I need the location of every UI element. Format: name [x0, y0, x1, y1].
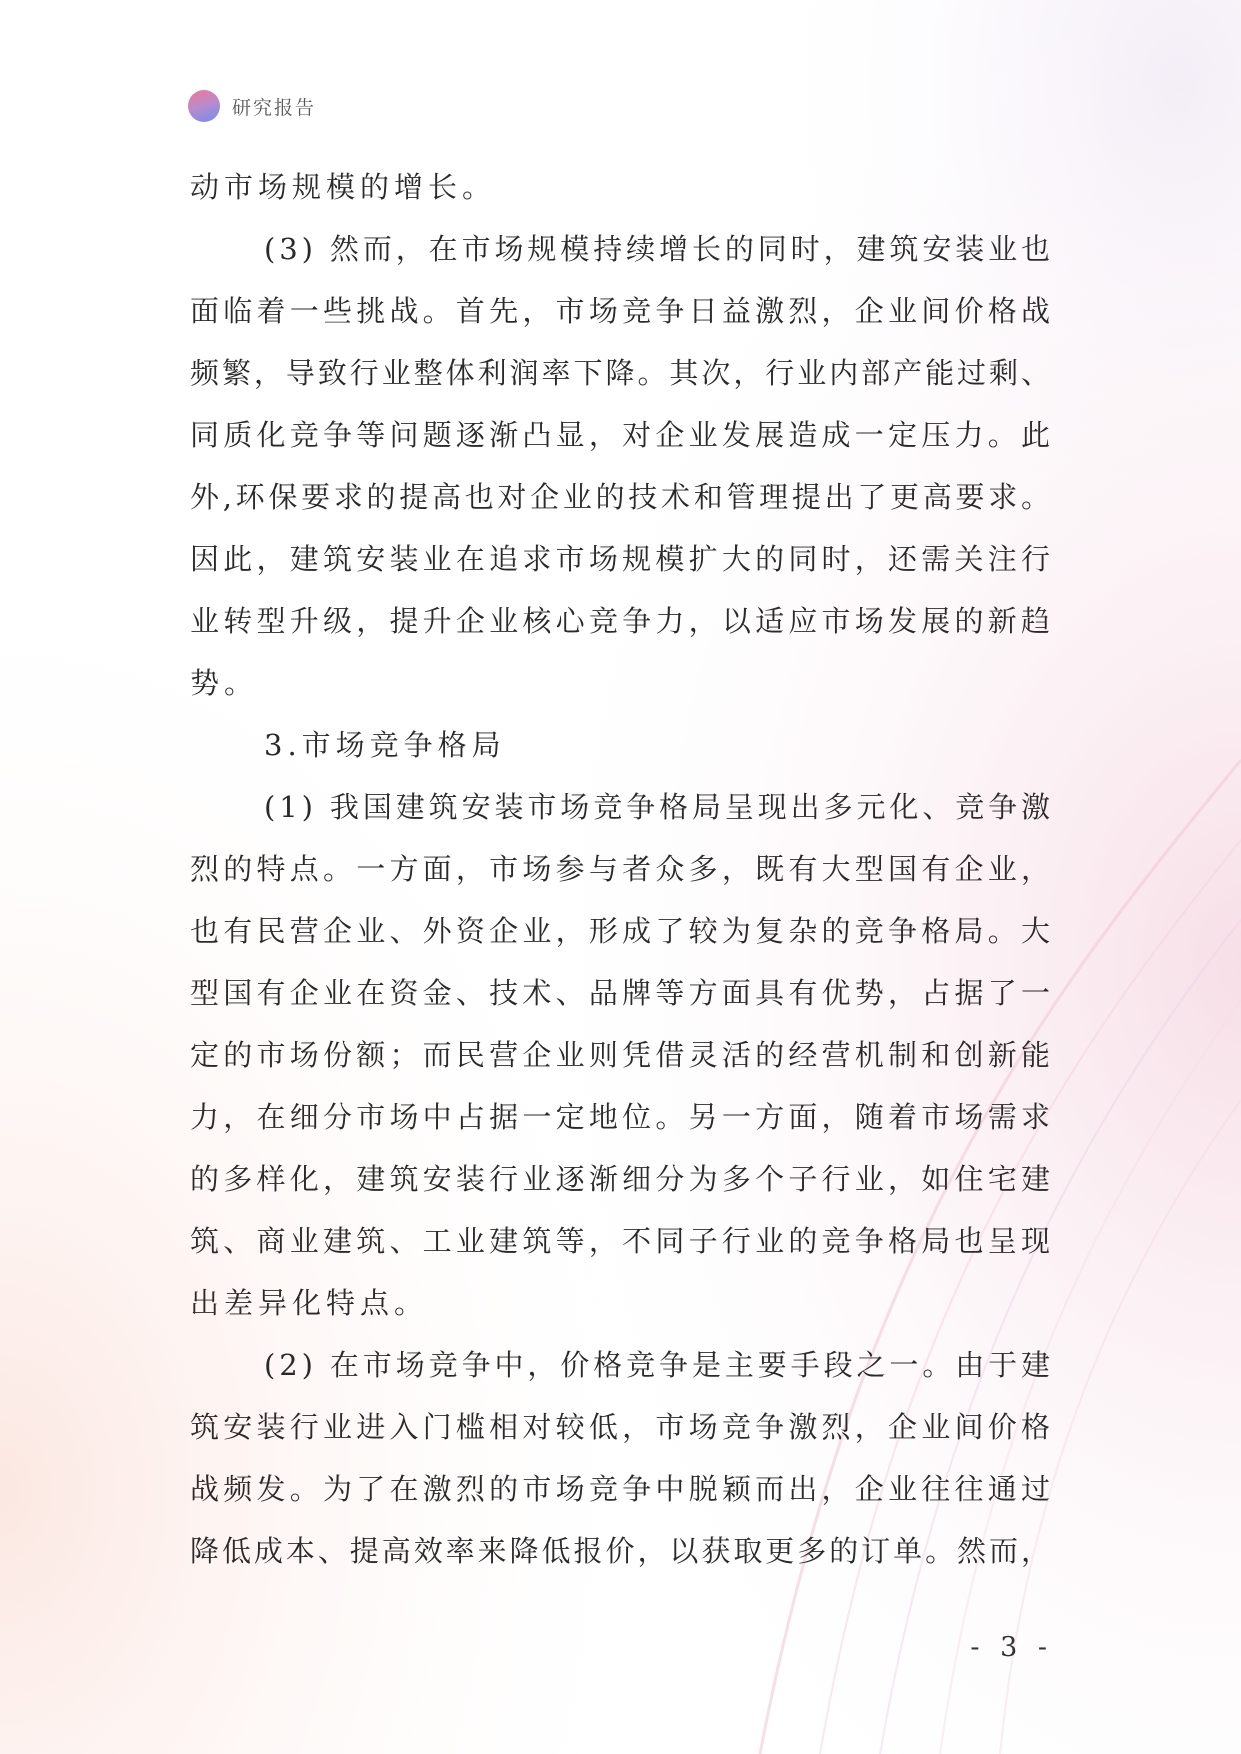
text-line: 业转型升级，提升企业核心竞争力，以适应市场发展的新趋	[190, 604, 1055, 638]
text-line: 动市场规模的增长。	[190, 170, 497, 204]
logo-icon	[188, 90, 220, 122]
text-line: 也有民营企业、外资企业，形成了较为复杂的竞争格局。大	[190, 914, 1055, 948]
text-line: 力，在细分市场中占据一定地位。另一方面，随着市场需求	[190, 1100, 1055, 1134]
section-heading: 3.市场竞争格局	[264, 728, 506, 762]
text-line: 面临着一些挑战。首先，市场竞争日益激烈，企业间价格战	[190, 294, 1055, 328]
text-line: 频繁，导致行业整体利润率下降。其次，行业内部产能过剩、	[190, 356, 1053, 390]
text-line: (3) 然而，在市场规模持续增长的同时，建筑安装业也	[264, 232, 1054, 266]
text-line: 筑、商业建筑、工业建筑等，不同子行业的竞争格局也呈现	[190, 1224, 1055, 1258]
header-title: 研究报告	[232, 96, 317, 119]
text-line: 型国有企业在资金、技术、品牌等方面具有优势，占据了一	[190, 976, 1055, 1010]
text-line: 外,环保要求的提高也对企业的技术和管理提出了更高要求。	[190, 480, 1054, 514]
text-line: 降低成本、提高效率来降低报价，以获取更多的订单。然而，	[190, 1534, 1053, 1568]
text-line: 势。	[190, 666, 259, 700]
page-number: - 3 -	[970, 1632, 1053, 1663]
text-line: 烈的特点。一方面，市场参与者众多，既有大型国有企业，	[190, 852, 1055, 886]
text-line: 同质化竞争等问题逐渐凸显，对企业发展造成一定压力。此	[190, 418, 1055, 452]
text-line: (1) 我国建筑安装市场竞争格局呈现出多元化、竞争激	[264, 790, 1054, 824]
text-line: 的多样化，建筑安装行业逐渐细分为多个子行业，如住宅建	[190, 1162, 1055, 1196]
text-line: (2) 在市场竞争中，价格竞争是主要手段之一。由于建	[264, 1348, 1054, 1382]
text-line: 因此，建筑安装业在追求市场规模扩大的同时，还需关注行	[190, 542, 1055, 576]
text-line: 出差异化特点。	[190, 1286, 429, 1320]
text-line: 战频发。为了在激烈的市场竞争中脱颖而出，企业往往通过	[190, 1472, 1055, 1506]
page-header	[188, 90, 316, 122]
text-line: 筑安装行业进入门槛相对较低，市场竞争激烈，企业间价格	[190, 1410, 1055, 1444]
text-line: 定的市场份额；而民营企业则凭借灵活的经营机制和创新能	[190, 1038, 1055, 1072]
document-body	[190, 156, 1055, 1582]
